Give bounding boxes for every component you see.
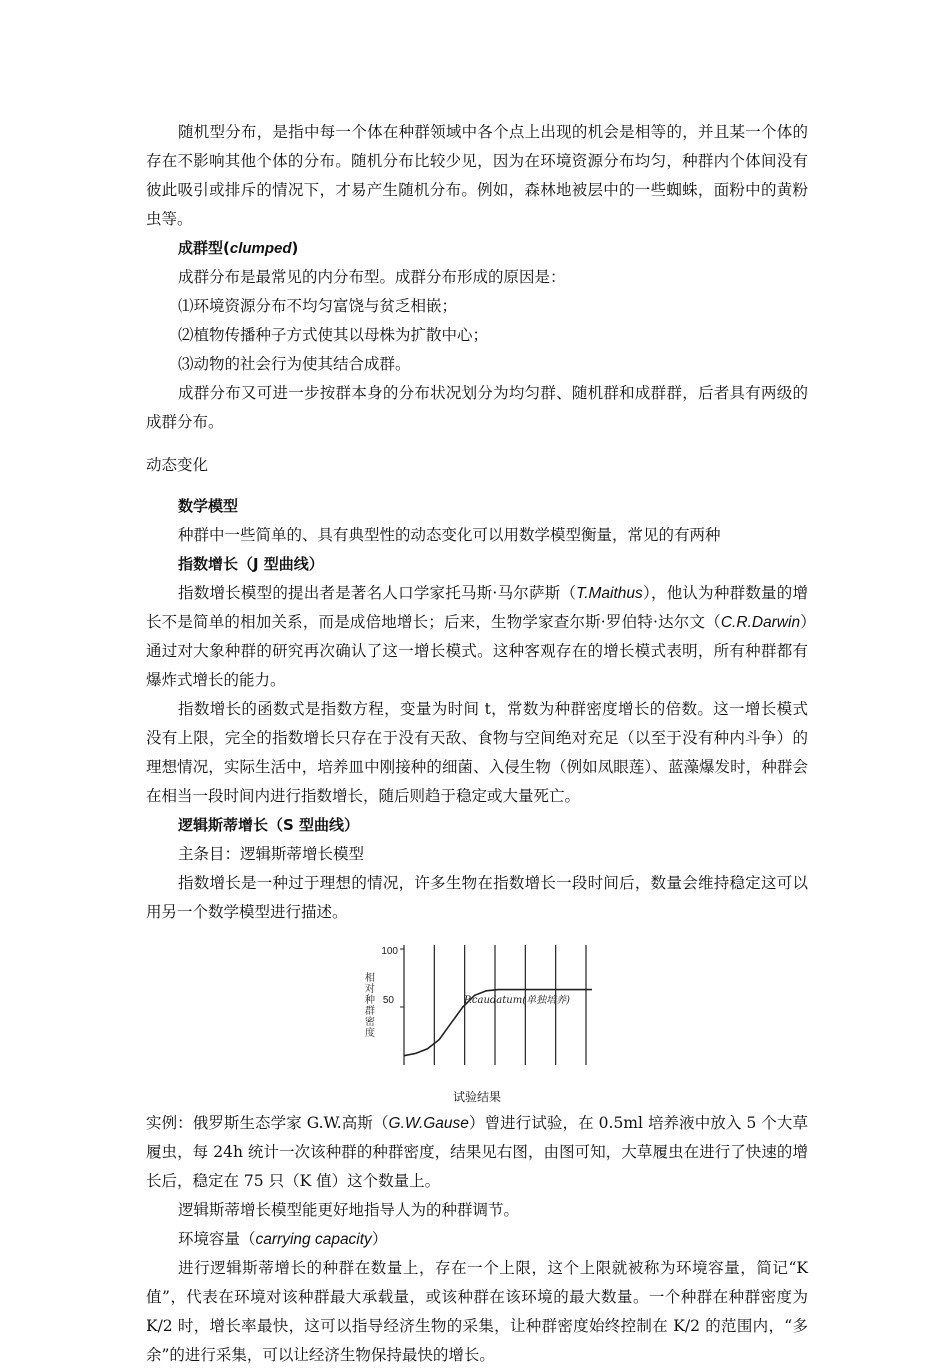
heading-logistic: 逻辑斯蒂增长（S 型曲线） bbox=[178, 816, 360, 834]
paragraph-main-entry: 主条目：逻辑斯蒂增长模型 bbox=[178, 845, 365, 863]
text-run: ）通过对大象种群的研究再次确认了这一增长模式。这种客观存在的增长模式表明，所有种群都有爆炸式增长的能力。 bbox=[146, 613, 808, 689]
document-page bbox=[146, 118, 808, 1370]
paragraph-exponential-2: 指数增长的函数式是指数方程，变量为时间 t，常数为种群密度增长的倍数。这一增长模式没有上限，完全的指数增长只存在于没有天敌、食物与空间绝对充足（以至于没有种内斗争）的理想情况，实际生活中，培养皿中刚接种的细菌、入侵生物（例如凤眼莲）、蓝藻爆发时，种群会在相当一段时间内进行指数增长，随后则趋于稳定或大量死亡。 bbox=[146, 700, 808, 805]
text-run: 环境容量（ bbox=[178, 1230, 256, 1248]
paragraph-math-intro: 种群中一些简单的、具有典型性的动态变化可以用数学模型衡量，常见的有两种 bbox=[178, 526, 721, 544]
paragraph-carrying-capacity: 进行逻辑斯蒂增长的种群在数量上，存在一个上限，这个上限就被称为环境容量，简记“K 值”，代表在环境对该种群最大承载量，或该种群在该环境的最大数量。一个种群在种群密度为 K/2 时，增长率最快，这可以指导经济生物的采集，让种群密度始终控制在 K/2 的范围内，“多余”的进行采集，可以让经济生物保持最快的增长。 bbox=[146, 1259, 808, 1364]
term-carrying-capacity: carrying capacity bbox=[255, 1231, 372, 1248]
text-run: ） bbox=[371, 1230, 388, 1248]
heading-exponential: 指数增长（J 型曲线） bbox=[178, 555, 324, 573]
curve-label: P.caudatum(单独培养) bbox=[464, 995, 570, 1006]
list-item-clumped-2: ⑵植物传播种子方式使其以母株为扩散中心； bbox=[178, 326, 489, 344]
paragraph-example bbox=[146, 1109, 808, 1196]
paragraph-logistic-1: 指数增长是一种过于理想的情况，许多生物在指数增长一段时间后，数量会维持稳定这可以用另一个数学模型进行描述。 bbox=[146, 874, 808, 921]
paragraph-clumped-intro: 成群分布是最常见的内分布型。成群分布形成的原因是： bbox=[178, 268, 566, 286]
chart-ylabel: 相对种群密度 bbox=[362, 972, 374, 1038]
text-run: 指数增长模型的提出者是著名人口学家托马斯·马尔萨斯（ bbox=[178, 584, 577, 602]
list-item-clumped-1: ⑴环境资源分布不均匀富饶与贫乏相嵌； bbox=[178, 297, 458, 315]
paragraph-exponential-1 bbox=[146, 579, 808, 695]
heading-math-model: 数学模型 bbox=[178, 497, 239, 515]
heading-carrying-capacity bbox=[146, 1225, 808, 1254]
heading-clumped-close: ) bbox=[291, 239, 299, 257]
figure-logistic-chart bbox=[146, 933, 808, 1079]
name-malthus: T.Maithus bbox=[576, 585, 643, 602]
heading-clumped bbox=[146, 234, 808, 263]
list-item-clumped-3: ⑶动物的社会行为使其结合成群。 bbox=[178, 355, 411, 373]
heading-clumped-cn: 成群型( bbox=[178, 239, 230, 257]
heading-clumped-en: clumped bbox=[229, 240, 292, 257]
figure-caption: 试验结果 bbox=[452, 1090, 501, 1104]
name-darwin: C.R.Darwin bbox=[720, 614, 801, 631]
paragraph-regulation: 逻辑斯蒂增长模型能更好地指导人为的种群调节。 bbox=[178, 1201, 520, 1219]
section-title-dynamics: 动态变化 bbox=[146, 456, 209, 474]
text-run: 实例：俄罗斯生态学家 G.W.高斯（ bbox=[146, 1114, 389, 1132]
text-run: ），他认为种群数量的增长不是简单的相加关系，而是成倍地增长；后来，生物学家查尔斯·罗伯特·达尔文（ bbox=[146, 584, 808, 631]
paragraph-random-distribution: 随机型分布，是指中每一个体在种群领域中各个点上出现的机会是相等的，并且某一个体的存在不影响其他个体的分布。随机分布比较少见，因为在环境资源分布均匀，种群内个体间没有彼此吸引或排斥的情况下，才易产生随机分布。例如，森林地被层中的一些蜘蛛，面粉中的黄粉虫等。 bbox=[146, 123, 808, 228]
name-gause: G.W.Gause bbox=[388, 1115, 469, 1132]
logistic-growth-chart bbox=[354, 933, 614, 1079]
ytick-50: 50 bbox=[382, 995, 394, 1006]
text-run: ）曾进行试验，在 0.5ml 培养液中放入 5 个大草履虫，每 24h 统计一次该种群的种群密度，结果见右图，由图可知，大草履虫在进行了快速的增长后，稳定在 75 只（K 值）这个数量上。 bbox=[146, 1114, 808, 1190]
paragraph-clumped-closing: 成群分布又可进一步按群本身的分布状况划分为均匀群、随机群和成群群，后者具有两级的成群分布。 bbox=[146, 384, 808, 431]
ytick-100: 100 bbox=[381, 946, 398, 957]
